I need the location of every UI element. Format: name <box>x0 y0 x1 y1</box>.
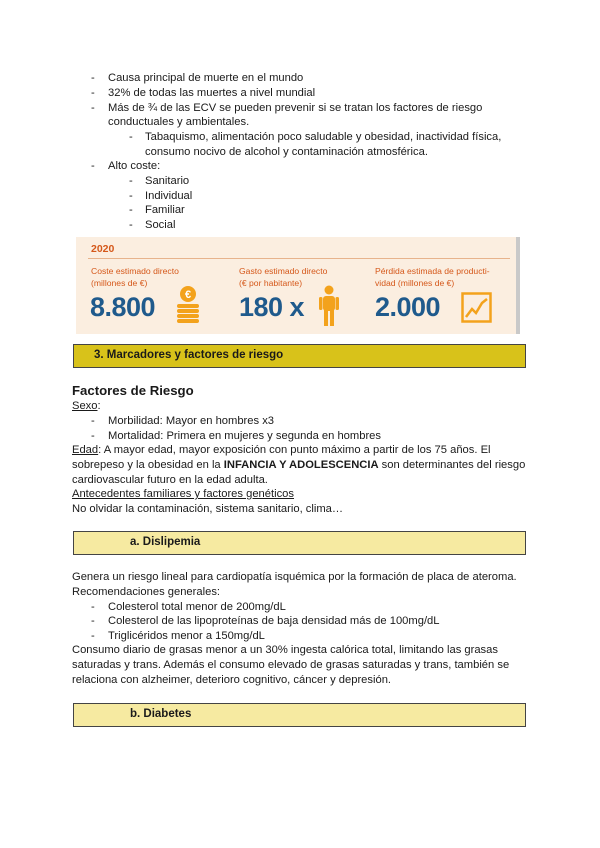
person-icon <box>319 285 339 327</box>
col3-value: 2.000 <box>375 292 441 322</box>
alto-coste-item: Familiar <box>145 204 185 216</box>
intro-bullet: Más de ¾ de las ECV se pueden prevenir si se tratan los factores de riesgo <box>108 102 483 114</box>
no-olvidar: No olvidar la contaminación, sistema sanitario, clima… <box>72 503 344 515</box>
col3-label-line2: vidad (millones de €) <box>375 278 455 288</box>
section-3-header <box>73 344 526 368</box>
bullet-dash: - <box>91 430 95 442</box>
section-b-header <box>73 703 526 727</box>
alto-coste-item: Social <box>145 219 176 231</box>
bullet-dash: - <box>91 630 95 642</box>
alto-coste-item: Individual <box>145 190 193 202</box>
chart-icon <box>461 292 492 323</box>
alto-coste-label: Alto coste: <box>108 160 161 172</box>
section-3-title: 3. Marcadores y factores de riesgo <box>94 349 284 361</box>
infographic-divider <box>88 258 510 259</box>
edad-text2a: sobrepeso y la obesidad en la <box>72 459 224 471</box>
sexo-item: Morbilidad: Mayor en hombres x3 <box>108 415 275 427</box>
section-a-header <box>73 531 526 555</box>
bullet-dash: - <box>91 601 95 613</box>
dislipemia-p1: Genera un riesgo lineal para cardiopatía isquémica por la formación de placa de ateroma. <box>72 571 517 583</box>
dislipemia-item: Triglicéridos menor a 150mg/dL <box>108 630 265 642</box>
bullet-dash: - <box>129 219 133 231</box>
intro-subbullet: Tabaquismo, alimentación poco saludable y obesidad, inactividad física, <box>145 131 502 143</box>
col1-label-line1: Coste estimado directo <box>91 266 179 276</box>
edad-line3: cardiovascular futuro en la edad adulta. <box>72 474 268 486</box>
edad-text2b: INFANCIA Y ADOLESCENCIA <box>223 459 379 471</box>
edad-line2 <box>72 458 525 472</box>
section-b-title: b. Diabetes <box>130 708 192 720</box>
intro-bullet: Causa principal de muerte en el mundo <box>108 72 304 84</box>
edad-line1 <box>72 443 491 457</box>
edad-text2c: son determinantes del riesgo <box>378 459 526 471</box>
alto-coste-item: Sanitario <box>145 175 190 187</box>
sexo-line: Sexo: <box>72 400 101 412</box>
antecedentes: Antecedentes familiares y factores genéticos <box>72 488 295 500</box>
bullet-dash: - <box>91 87 95 99</box>
sexo-label: Sexo <box>72 400 98 412</box>
col2-label-line2: (€ por habitante) <box>239 278 303 288</box>
section-a-title: a. Dislipemia <box>130 536 201 548</box>
factores-title: Factores de Riesgo <box>72 383 194 398</box>
intro-bullet-continuation: conductuales y ambientales. <box>108 116 250 128</box>
bullet-dash: - <box>91 72 95 84</box>
dislipemia-item: Colesterol de las lipoproteínas de baja densidad más de 100mg/dL <box>108 615 440 627</box>
col1-value: 8.800 <box>90 292 156 322</box>
edad-text1: : A mayor edad, mayor exposición con punto máximo a partir de los 75 años. El <box>98 444 491 456</box>
bullet-dash: - <box>129 131 133 143</box>
bullet-dash: - <box>129 190 133 202</box>
sexo-item: Mortalidad: Primera en mujeres y segunda en hombres <box>108 430 381 442</box>
col2-label-line1: Gasto estimado directo <box>239 266 328 276</box>
cost-infographic <box>76 237 520 334</box>
bullet-dash: - <box>91 160 95 172</box>
bullet-dash: - <box>91 102 95 114</box>
dislipemia-p3: Consumo diario de grasas menor a un 30% ingesta calórica total, limitando las grasas <box>72 644 498 656</box>
col1-label-line2: (millones de €) <box>91 278 148 288</box>
bullet-dash: - <box>91 615 95 627</box>
svg-text:€: € <box>184 289 192 301</box>
bullet-dash: - <box>129 175 133 187</box>
infographic-year: 2020 <box>91 243 115 255</box>
col3-label-line1: Pérdida estimada de producti- <box>375 266 490 276</box>
intro-bullet: 32% de todas las muertes a nivel mundial <box>108 87 316 99</box>
euro-coins-icon <box>174 285 202 327</box>
col2-value: 180 x <box>239 292 305 322</box>
dislipemia-p4: saturadas y trans. Además el consumo elevado de grasas saturadas y trans, también se <box>72 659 510 671</box>
bullet-dash: - <box>91 415 95 427</box>
dislipemia-p5: relaciona con alzheimer, deterioro cognitivo, cáncer y depresión. <box>72 674 392 686</box>
dislipemia-item: Colesterol total menor de 200mg/dL <box>108 601 286 613</box>
bullet-dash: - <box>129 204 133 216</box>
intro-subbullet-continuation: consumo nocivo de alcohol y contaminación atmosférica. <box>145 146 428 158</box>
dislipemia-p2: Recomendaciones generales: <box>72 586 221 598</box>
edad-label: Edad <box>72 444 99 456</box>
